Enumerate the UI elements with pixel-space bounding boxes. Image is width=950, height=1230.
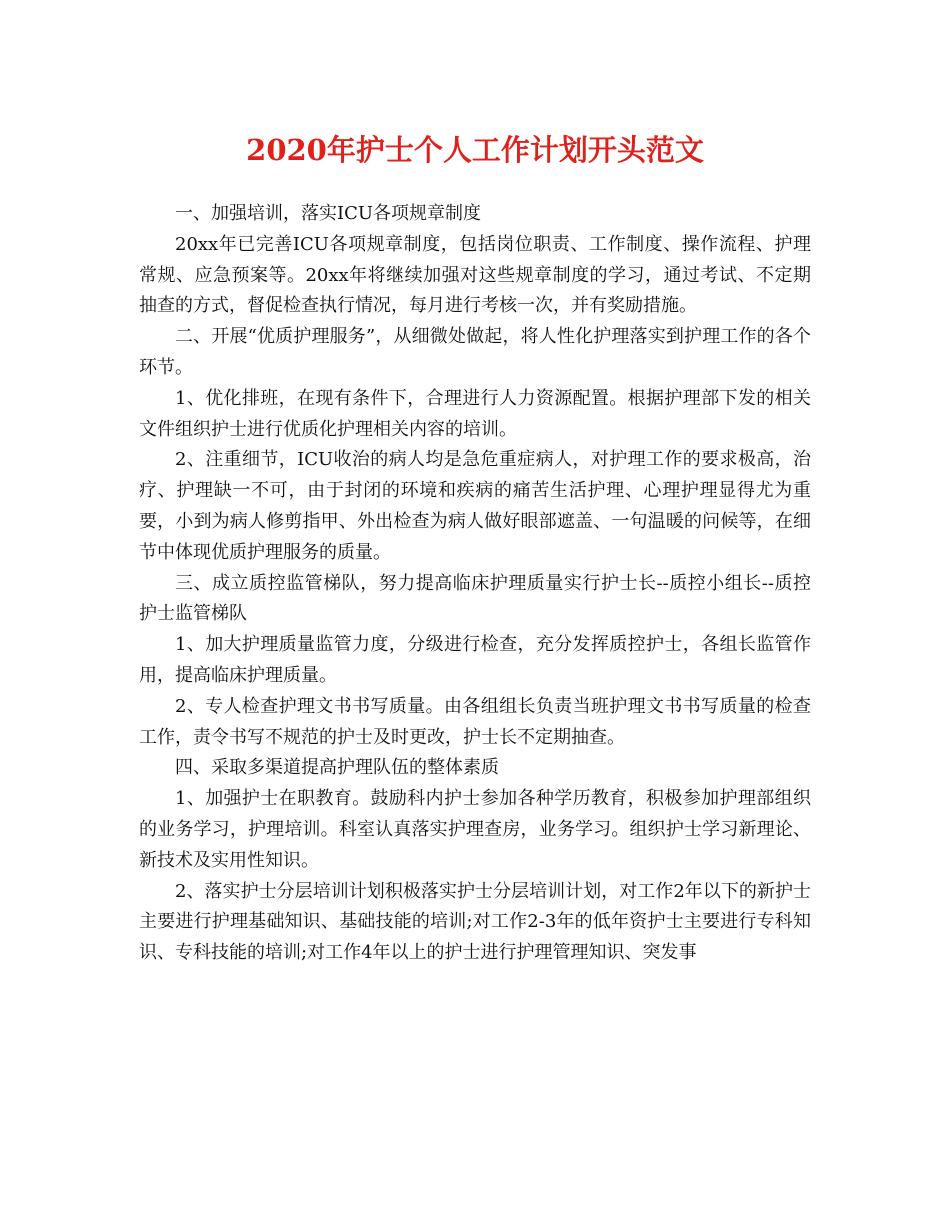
paragraph-heading-3: 三、成立质控监管梯队，努力提高临床护理质量实行护士长--质控小组长--质控护士监管梯队 — [139, 572, 811, 625]
paragraph: 1、加强护士在职教育。鼓励科内护士参加各种学历教育，积极参加护理部组织的业务学习，护理培训。科室认真落实护理查房，业务学习。组织护士学习新理论、新技术及实用性知识。 — [139, 788, 811, 871]
paragraph: 20xx年已完善ICU各项规章制度，包括岗位职责、工作制度、操作流程、护理常规、应急预案等。20xx年将继续加强对这些规章制度的学习，通过考试、不定期抽查的方式，督促检查执行情况，每月进行考核一次，并有奖励措施。 — [139, 233, 811, 317]
paragraph: 2、注重细节，ICU收治的病人均是急危重症病人，对护理工作的要求极高，治疗、护理缺一不可，由于封闭的环境和疾病的痛苦生活护理、心理护理显得尤为重要，小到为病人修剪指甲、外出检查为病人做好眼部遮盖、一句温暖的问候等，在细节中体现优质护理服务的质量。 — [139, 449, 811, 563]
paragraph-heading-4: 四、采取多渠道提高护理队伍的整体素质 — [175, 757, 499, 779]
paragraph-heading-2: 二、开展“优质护理服务”，从细微处做起，将人性化护理落实到护理工作的各个环节。 — [139, 326, 811, 378]
paragraph-heading-1: 一、加强培训，落实ICU各项规章制度 — [175, 203, 482, 224]
paragraph: 2、专人检查护理文书书写质量。由各组组长负责当班护理文书书写质量的检查工作，责令书写不规范的护士及时更改，护士长不定期抽查。 — [139, 695, 811, 748]
document-body — [139, 199, 811, 969]
document-title: 2020年护士个人工作计划开头范文 — [246, 133, 704, 167]
paragraph: 2、落实护士分层培训计划积极落实护士分层培训计划，对工作2年以下的新护士主要进行护理基础知识、基础技能的培训;对工作2-3年的低年资护士主要进行专科知识、专科技能的培训;对工作4年以上的护士进行护理管理知识、突发事 — [139, 880, 811, 964]
paragraph: 1、优化排班，在现有条件下，合理进行人力资源配置。根据护理部下发的相关文件组织护士进行优质化护理相关内容的培训。 — [139, 387, 811, 440]
paragraph: 1、加大护理质量监管力度，分级进行检查，充分发挥质控护士，各组长监管作用，提高临床护理质量。 — [139, 634, 811, 686]
